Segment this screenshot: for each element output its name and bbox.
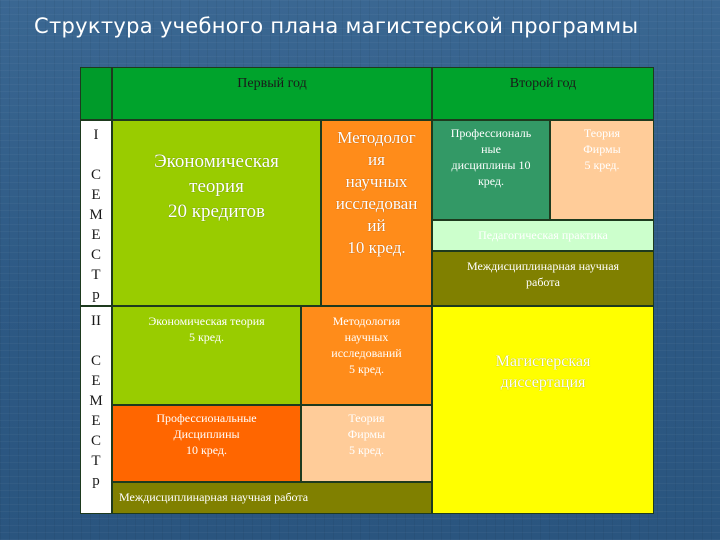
pedagogical-practice bbox=[432, 220, 654, 251]
professional-10-credits-y1 bbox=[112, 405, 301, 482]
econ-theory-20-text: Экономическая теория 20 кредитов bbox=[154, 151, 279, 222]
interdisciplinary-y2-text: Междисциплинарная научная работа bbox=[466, 259, 620, 289]
masters-dissertation bbox=[432, 306, 654, 514]
interdisciplinary-y1-text: Междисциплинарная научная работа bbox=[119, 490, 309, 504]
professional-10-credits-y2 bbox=[432, 120, 550, 220]
slide-title: Структура учебного плана магистерской программы bbox=[34, 14, 639, 38]
professional-10-y1-text: Профессиональные Дисциплины 10 кред. bbox=[156, 411, 257, 457]
semester2-label-cell bbox=[80, 306, 112, 514]
firm-theory-5-y2-text: Теория Фирмы 5 кред. bbox=[583, 126, 621, 172]
firm-theory-5-credits-y2 bbox=[550, 120, 654, 220]
firm-theory-5-y1-text: Теория Фирмы 5 кред. bbox=[347, 411, 386, 457]
header-corner-cell bbox=[80, 67, 112, 120]
methodology-10-credits bbox=[321, 120, 432, 306]
semester1-label-cell bbox=[80, 120, 112, 306]
professional-10-y2-text: Профессиональ ные дисциплины 10 кред. bbox=[450, 126, 532, 188]
methodology-5-credits bbox=[301, 306, 432, 405]
header-year1: Первый год bbox=[112, 67, 432, 120]
econ-theory-20-credits bbox=[112, 120, 321, 306]
masters-dissertation-text: Магистерская диссертация bbox=[495, 353, 591, 391]
header-year2: Второй год bbox=[432, 67, 654, 120]
econ-theory-5-text: Экономическая теория 5 кред. bbox=[148, 314, 265, 344]
semester1-label: I С Е М Е С Т р bbox=[89, 127, 103, 303]
interdisciplinary-work-y2 bbox=[432, 251, 654, 306]
pedagogical-practice-text: Педагогическая практика bbox=[478, 228, 608, 242]
econ-theory-5-credits bbox=[112, 306, 301, 405]
firm-theory-5-credits-y1 bbox=[301, 405, 432, 482]
semester2-label: II С Е М Е С Т р bbox=[89, 313, 103, 489]
methodology-10-text: Методолог ия научных исследован ий 10 кред. bbox=[335, 128, 418, 257]
interdisciplinary-work-y1 bbox=[112, 482, 432, 514]
methodology-5-text: Методология научных исследований 5 кред. bbox=[331, 314, 402, 376]
